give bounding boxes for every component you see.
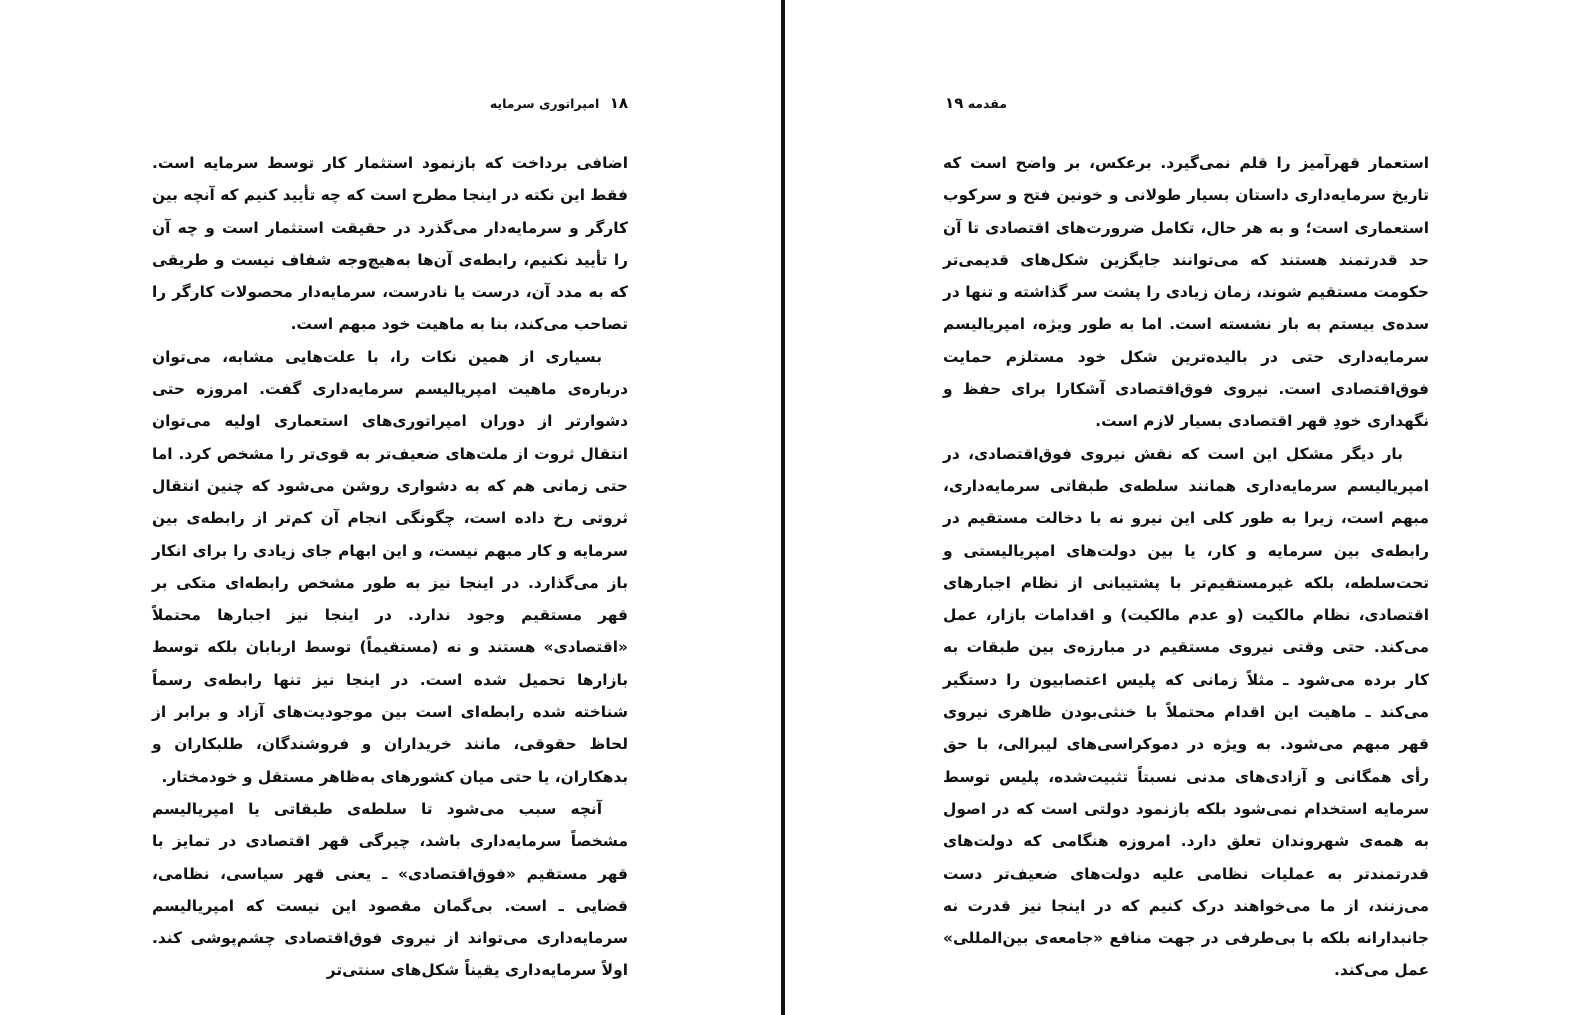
book-spine: [781, 0, 785, 1015]
paragraph: بسیاری از همین نکات را، با علت‌هایی مشابه، می‌توان درباره‌ی ماهیت امپریالیسم سرمایه‌داری گفت. امروزه حتی دشوارتر از دوران امپراتوری‌های استعماری اولیه می‌توان انتقال ثروت از ملت‌های ضعیف‌تر به قوی‌تر را مشخص کرد. اما حتی زمانی هم که به دشواری روشن می‌شود که چنین انتقال ثروتی رخ داده است، چگونگی انجام آن کم‌تر از رابطه‌ی بین سرمایه و کار مبهم نیست، و این ابهام جای زیادی را برای انکار باز می‌گذارد. در اینجا نیز به طور مشخص رابطه‌ای متکی بر قهر مستقیم وجود ندارد. در اینجا نیز اجبارها محتملاً «اقتصادی» هستند و نه (مستقیماً) توسط اربابان بلکه توسط بازارها تحمیل شده است. در اینجا نیز تنها رابطه‌ی رسماً شناخته شده رابطه‌ای است بین موجودیت‌های آزاد و برابر از لحاظ حقوقی، مانند خریداران و فروشندگان، طلبکاران و بدهکاران، یا حتی میان کشورهای به‌ظاهر مستقل و خودمختار.: [152, 347, 628, 786]
right-page: [787, 0, 1577, 1015]
right-page-header: [939, 94, 1007, 116]
running-title: مقدمه: [967, 96, 1007, 111]
page-number: ۱۹: [945, 94, 964, 112]
paragraph: اضافی برداخت که بازنمود استثمار کار توسط سرمایه است. فقط این نکته در اینجا مطرح است که چه تأیید کنیم که آنچه بین کارگر و سرمایه‌دار می‌گذرد در حقیقت استثمار است و چه آن را تأیید نکنیم، رابطه‌ی آن‌ها به‌هیچ‌وجه شفاف نیست و طریقی که به مدد آن، درست یا نادرست، سرمایه‌دار محصولات کارگر را تصاحب می‌کند، بنا به ماهیت خود مبهم است.: [152, 154, 628, 334]
left-page-header: [490, 94, 628, 116]
paragraph: استعمار قهرآمیز را قلم نمی‌گیرد. برعکس، بر واضح است که تاریخ سرمایه‌داری داستان بسیار طولانی و خونین فتح و سرکوب استعماری است؛ و به هر حال، تکامل ضرورت‌های اقتصادی تا آن حد قدرتمند هستند که می‌توانند جایگزین شکل‌های قدیمی‌تر حکومت مستقیم شوند، زمان زیادی را پشت سر گذاشته و تنها در سده‌ی بیستم به بار نشسته است. اما به طور ویژه، امپریالیسم سرمایه‌داری حتی در بالیده‌ترین شکل خود مستلزم حمایت فوق‌اقتصادی است. نیروی فوق‌اقتصادی آشکارا برای حفظ و نگهداری خودِ قهر اقتصادی بسیار لازم است.: [943, 154, 1429, 431]
left-page: [0, 0, 783, 1015]
paragraph: آنچه سبب می‌شود تا سلطه‌ی طبقاتی یا امپریالیسم مشخصاً سرمایه‌داری باشد، چیرگی قهر اقتصادی در تمایز با قهر مستقیم «فوق‌اقتصادی» ـ یعنی قهر سیاسی، نظامی، قضایی ـ است. بی‌گمان مقصود این نیست که امپریالیسم سرمایه‌داری می‌تواند از نیروی فوق‌اقتصادی چشم‌پوشی کند. اولاً سرمایه‌داری یقیناً شکل‌های سنتی‌تر: [152, 799, 628, 980]
right-page-body: [943, 147, 1429, 987]
left-page-body: [152, 147, 628, 987]
page-number: ۱۸: [609, 94, 628, 112]
running-title: امپراتوری سرمایه: [489, 96, 600, 111]
paragraph: بار دیگر مشکل این است که نقش نیروی فوق‌اقتصادی، در امپریالیسم سرمایه‌داری همانند سلطه‌ی طبقاتی سرمایه‌داری، مبهم است، زیرا به طور کلی این نیرو نه با دخالت مستقیم در رابطه‌ی بین سرمایه و کار، یا بین دولت‌های امپریالیستی و تحت‌سلطه، بلکه غیرمستقیم‌تر با پشتیبانی از نظام اجبارهای اقتصادی، نظام مالکیت (و عدم مالکیت) و اقدامات بازار، عمل می‌کند. حتی وقتی نیروی مستقیم در مبارزه‌ی بین طبقات به کار برده می‌شود ـ مثلاً زمانی که پلیس اعتصابیون را دستگیر می‌کند ـ ماهیت این اقدام محتملاً با خنثی‌بودن ظاهری نیروی قهر مبهم می‌شود. به ویژه در دموکراسی‌های لیبرالی، با حق رأی همگانی و آزادی‌های مدنی نسبتاً تثبیت‌شده، پلیس توسط سرمایه استخدام نمی‌شود بلکه بازنمود دولتی است که در اصول به همه‌ی شهروندان تعلق دارد. امروزه هنگامی که دولت‌های قدرتمندتر به عملیات نظامی علیه دولت‌های ضعیف‌تر دست می‌زنند، از ما می‌خواهند درک کنیم که در اینجا نیز قدرت نه جانبدارانه بلکه با بی‌طرفی در جهت منافع «جامعه‌ی بین‌المللی» عمل می‌کند.: [943, 444, 1429, 980]
